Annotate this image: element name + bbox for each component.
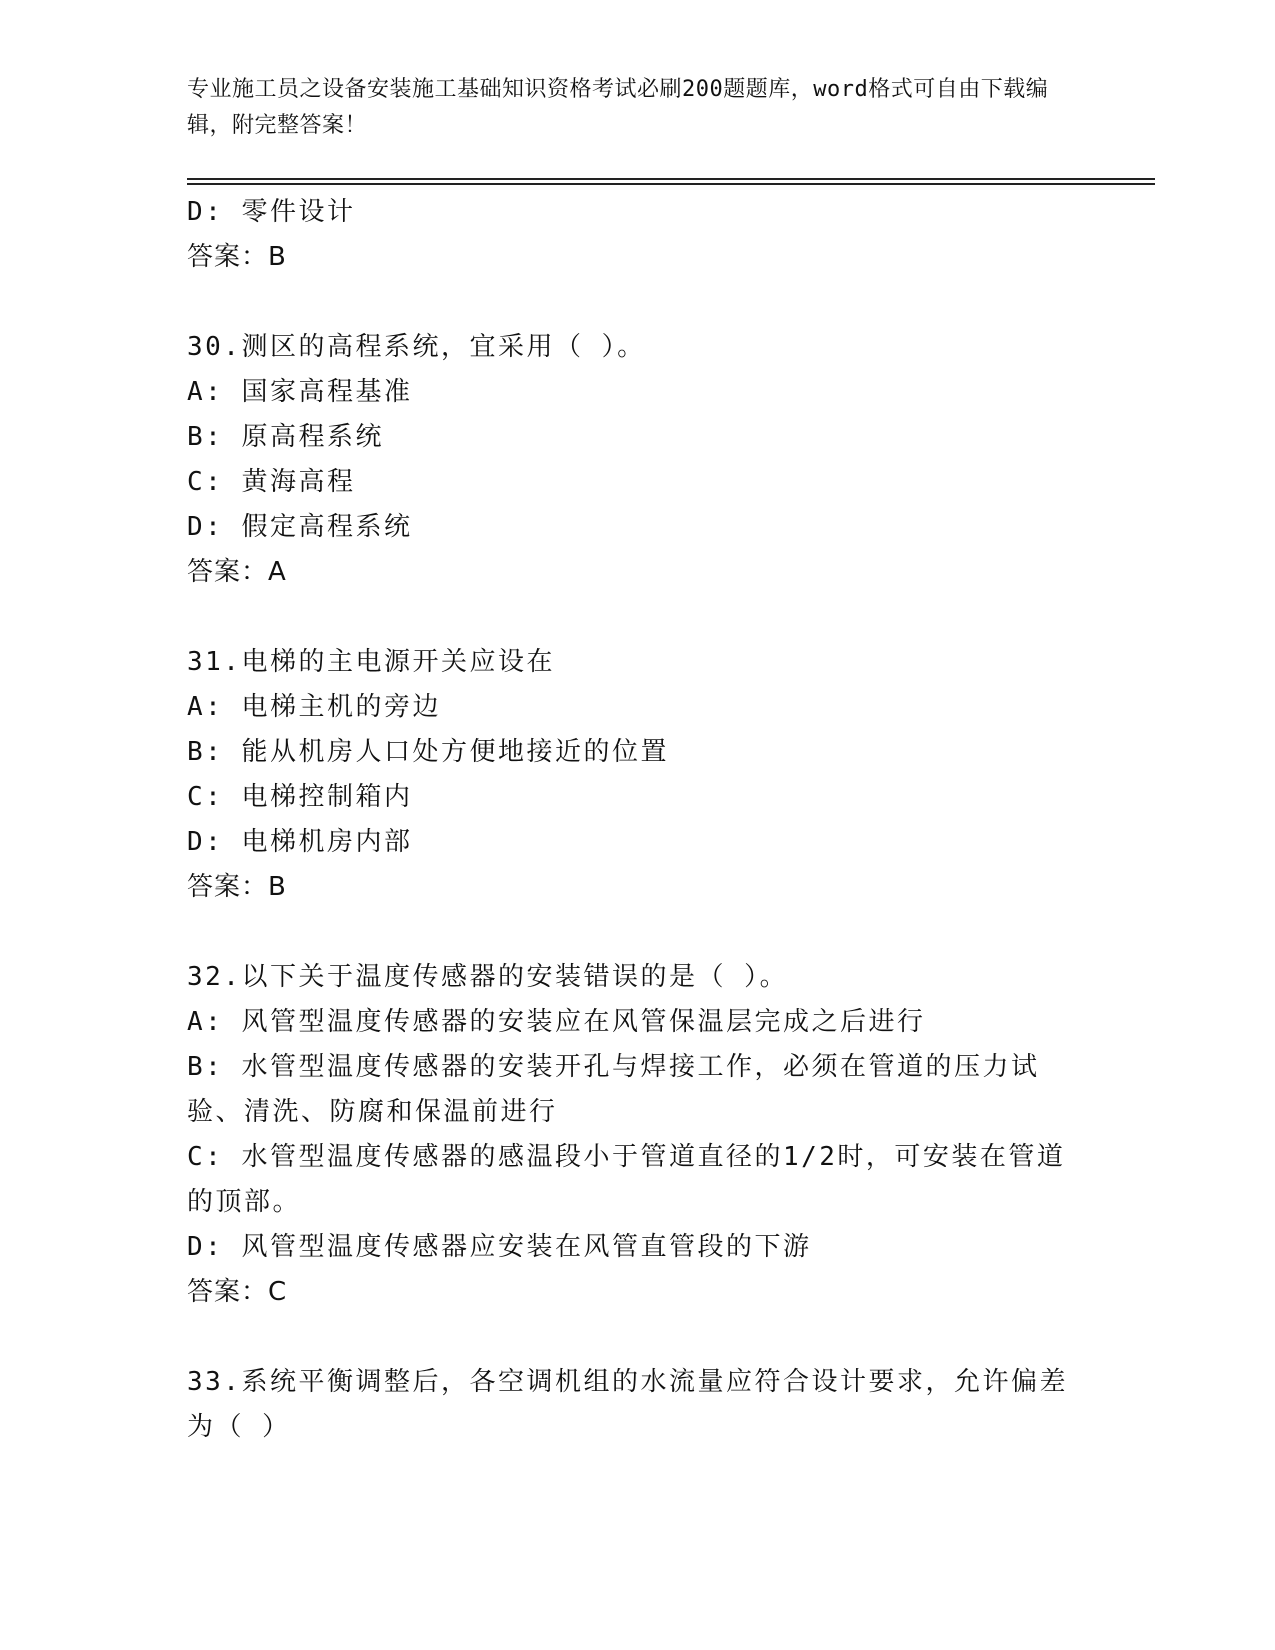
question-31-option-b: B: 能从机房人口处方便地接近的位置 xyxy=(187,737,669,767)
question-32-answer: 答案：C xyxy=(187,1277,288,1307)
question-31-option-c: C: 电梯控制箱内 xyxy=(187,782,413,812)
question-31-option-d: D: 电梯机房内部 xyxy=(187,827,413,857)
document-header: 专业施工员之设备安装施工基础知识资格考试必刷200题题库，word格式可自由下载编辑，附完整答案！ xyxy=(187,77,1049,138)
question-30-option-a: A: 国家高程基准 xyxy=(187,377,413,407)
question-33-stem: 33.系统平衡调整后，各空调机组的水流量应符合设计要求，允许偏差为（ ） xyxy=(187,1367,1068,1442)
question-30-option-d: D: 假定高程系统 xyxy=(187,512,413,542)
question-30-answer: 答案：A xyxy=(187,557,287,587)
question-content xyxy=(187,190,1077,1450)
question-31-option-a: A: 电梯主机的旁边 xyxy=(187,692,441,722)
prev-option-d: D: 零件设计 xyxy=(187,197,356,227)
question-32-option-c: C: 水管型温度传感器的感温段小于管道直径的1/2时，可安装在管道的顶部。 xyxy=(187,1142,1066,1217)
question-32-option-d: D: 风管型温度传感器应安装在风管直管段的下游 xyxy=(187,1232,812,1262)
header-rule xyxy=(187,178,1155,180)
question-32-option-b: B: 水管型温度传感器的安装开孔与焊接工作，必须在管道的压力试验、清洗、防腐和保温前进行 xyxy=(187,1052,1040,1127)
header-rule-secondary xyxy=(187,183,1155,185)
question-31-stem: 31.电梯的主电源开关应设在 xyxy=(187,647,555,677)
question-30-stem: 30.测区的高程系统，宜采用（ ）。 xyxy=(187,332,646,362)
question-30-option-b: B: 原高程系统 xyxy=(187,422,384,452)
prev-answer: 答案：B xyxy=(187,242,287,272)
question-32-stem: 32.以下关于温度传感器的安装错误的是（ ）。 xyxy=(187,962,789,992)
question-30-option-c: C: 黄海高程 xyxy=(187,467,356,497)
question-32-option-a: A: 风管型温度传感器的安装应在风管保温层完成之后进行 xyxy=(187,1007,926,1037)
question-31-answer: 答案：B xyxy=(187,872,287,902)
